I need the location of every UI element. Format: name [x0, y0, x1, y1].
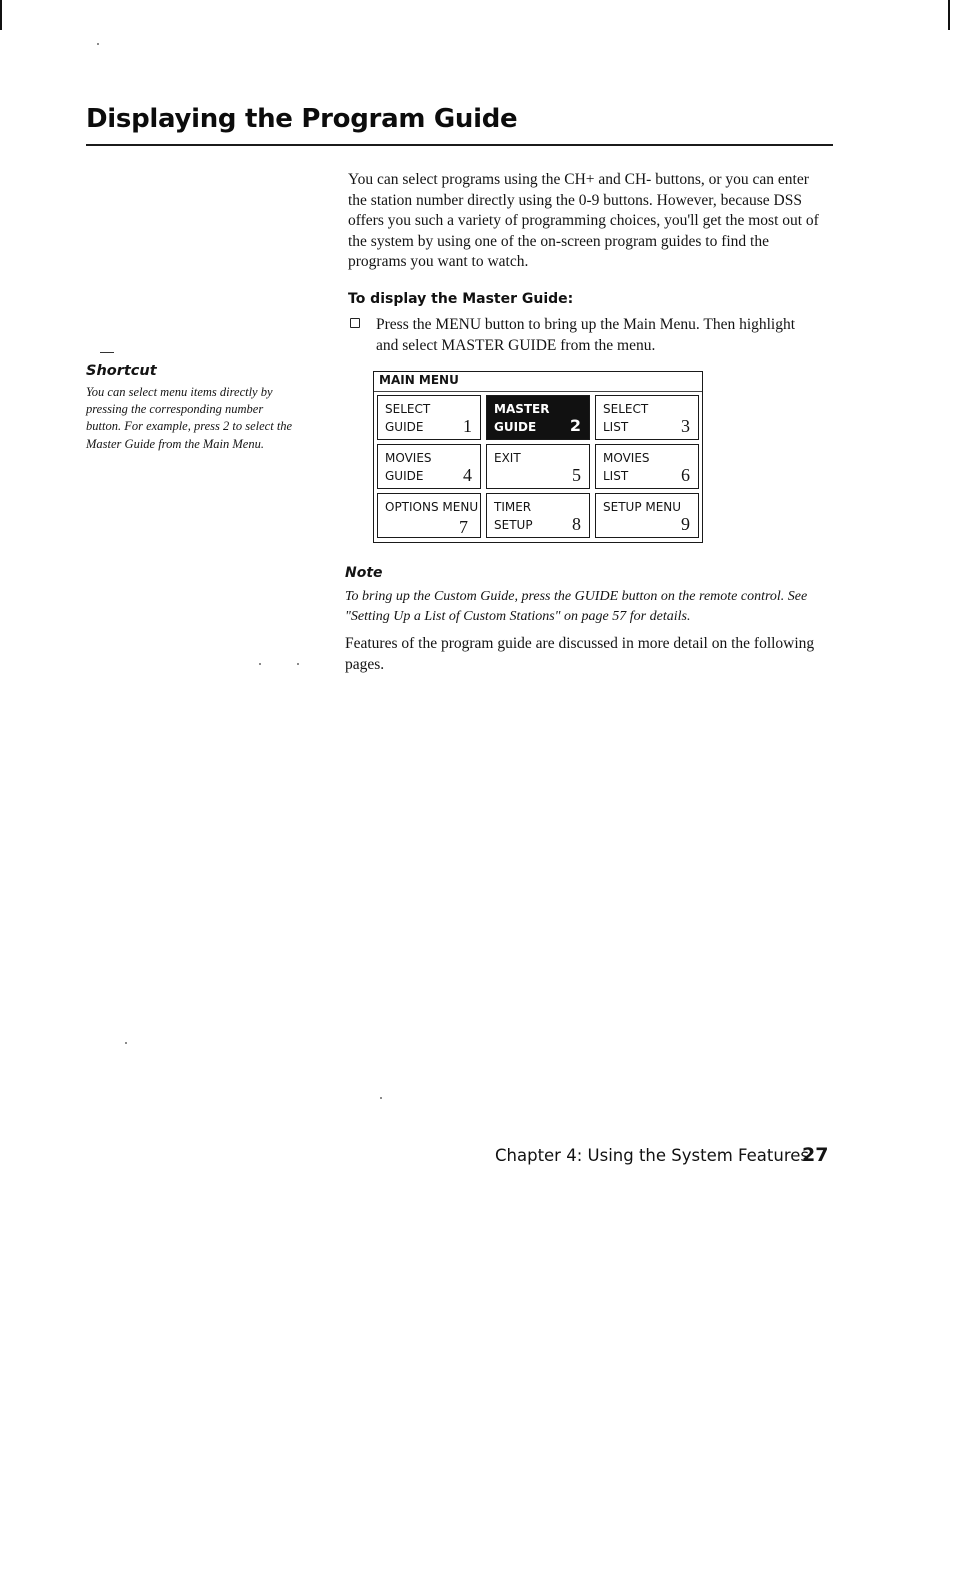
scan-speck	[125, 1042, 127, 1044]
menu-item-select-guide	[377, 395, 481, 440]
menu-item-label: SELECT GUIDE	[385, 402, 431, 434]
menu-item-select-list	[595, 395, 699, 440]
scan-speck	[297, 663, 299, 665]
menu-item-label: SETUP MENU	[603, 500, 682, 514]
menu-item-label: EXIT	[494, 451, 521, 465]
scan-speck	[97, 43, 99, 45]
note-text: To bring up the Custom Guide, press the GUIDE button on the remote control. See "Setting Up a List of Custom Stations" on page 57 for details.	[345, 589, 808, 624]
page-number: 27	[802, 1144, 829, 1166]
menu-item-number: 7	[459, 517, 468, 537]
page-edge-mark-right	[948, 0, 950, 30]
menu-item-label: MASTER GUIDE	[494, 402, 550, 434]
sidebar-dash	[100, 352, 114, 353]
menu-item-number: 8	[572, 514, 581, 534]
menu-item-number: 4	[463, 465, 472, 485]
menu-item-label: MOVIES LIST	[603, 451, 650, 483]
scan-speck	[259, 663, 261, 665]
procedure-heading: To display the Master Guide:	[348, 291, 574, 307]
title-rule	[86, 144, 833, 146]
menu-item-movies-guide	[377, 444, 481, 489]
menu-item-label: OPTIONS MENU	[385, 500, 479, 514]
closing-paragraph: Features of the program guide are discussed in more detail on the following pages.	[345, 635, 815, 673]
procedure-step: Press the MENU button to bring up the Main Menu. Then highlight and select MASTER GUIDE from the menu.	[376, 316, 796, 354]
menu-item-exit	[486, 444, 590, 489]
main-menu-divider	[374, 391, 702, 392]
menu-item-label: SELECT LIST	[603, 402, 649, 434]
page-edge-mark-left	[0, 0, 2, 30]
menu-item-label: MOVIES GUIDE	[385, 451, 432, 483]
menu-item-movies-list	[595, 444, 699, 489]
menu-item-setup-menu	[595, 493, 699, 538]
shortcut-heading: Shortcut	[86, 363, 157, 379]
menu-item-number: 3	[681, 416, 690, 436]
menu-item-number: 1	[463, 416, 472, 436]
chapter-footer: Chapter 4: Using the System Features	[495, 1146, 809, 1165]
menu-item-master-guide	[486, 395, 590, 440]
note-heading: Note	[345, 565, 383, 581]
scan-speck	[380, 1097, 382, 1099]
page-title: Displaying the Program Guide	[86, 104, 518, 134]
main-menu-title: MAIN MENU	[379, 373, 459, 387]
menu-item-label: TIMER SETUP	[494, 500, 533, 532]
checkbox-bullet-icon	[350, 318, 360, 328]
main-menu-illustration	[373, 371, 703, 543]
menu-item-options-menu	[377, 493, 481, 538]
menu-item-number: 9	[681, 514, 690, 534]
menu-item-number: 5	[572, 465, 581, 485]
menu-item-timer-setup	[486, 493, 590, 538]
menu-item-number: 6	[681, 465, 690, 485]
menu-item-number: 2	[569, 416, 581, 435]
shortcut-text: You can select menu items directly by pressing the corresponding number button. For example, press 2 to select the Master Guide from the Main Menu.	[86, 385, 293, 451]
intro-paragraph: You can select programs using the CH+ and CH- buttons, or you can enter the station number directly using the 0-9 buttons. However, because DSS offers you such a variety of programming choices, you'll get the most out of the system by using one of the on-screen program guides to find the programs you want to watch.	[348, 171, 819, 270]
